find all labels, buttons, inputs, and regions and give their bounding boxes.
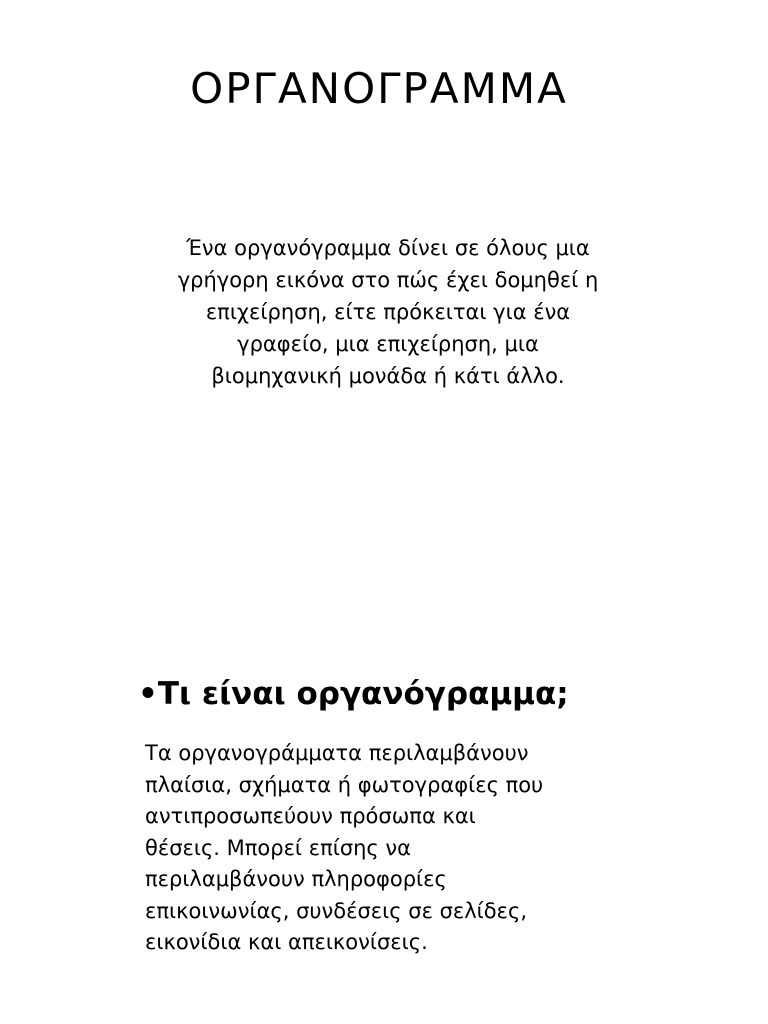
body-line: περιλαμβάνουν πληροφορίες [145, 867, 447, 891]
body-line: εικονίδια και απεικονίσεις. [145, 930, 428, 954]
page-title: ΟΡΓΑΝΟΓΡΑΜΜΑ [190, 64, 568, 113]
intro-line: γρήγορη εικόνα στο πώς έχει δομηθεί η [177, 268, 599, 292]
body-line: αντιπροσωπεύουν πρόσωπα και [145, 804, 476, 828]
intro-line: γραφείο, μια επιχείρηση, μια [237, 332, 539, 356]
section-heading: •Τι είναι οργανόγραμμα; [138, 676, 569, 712]
intro-line: βιομηχανική μονάδα ή κάτι άλλο. [211, 364, 565, 388]
intro-line: Ένα οργανόγραμμα δίνει σε όλους μια [186, 236, 590, 260]
intro-paragraph [128, 232, 648, 392]
body-line: επικοινωνίας, συνδέσεις σε σελίδες, [145, 898, 527, 923]
body-line: πλαίσια, σχήματα ή φωτογραφίες που [145, 772, 544, 797]
body-line: Τα οργανογράμματα περιλαμβάνουν [145, 741, 529, 765]
body-line: θέσεις. Μπορεί επίσης να [145, 835, 412, 860]
intro-line: επιχείρηση, είτε πρόκειται για ένα [205, 300, 571, 324]
body-paragraph [145, 738, 705, 959]
